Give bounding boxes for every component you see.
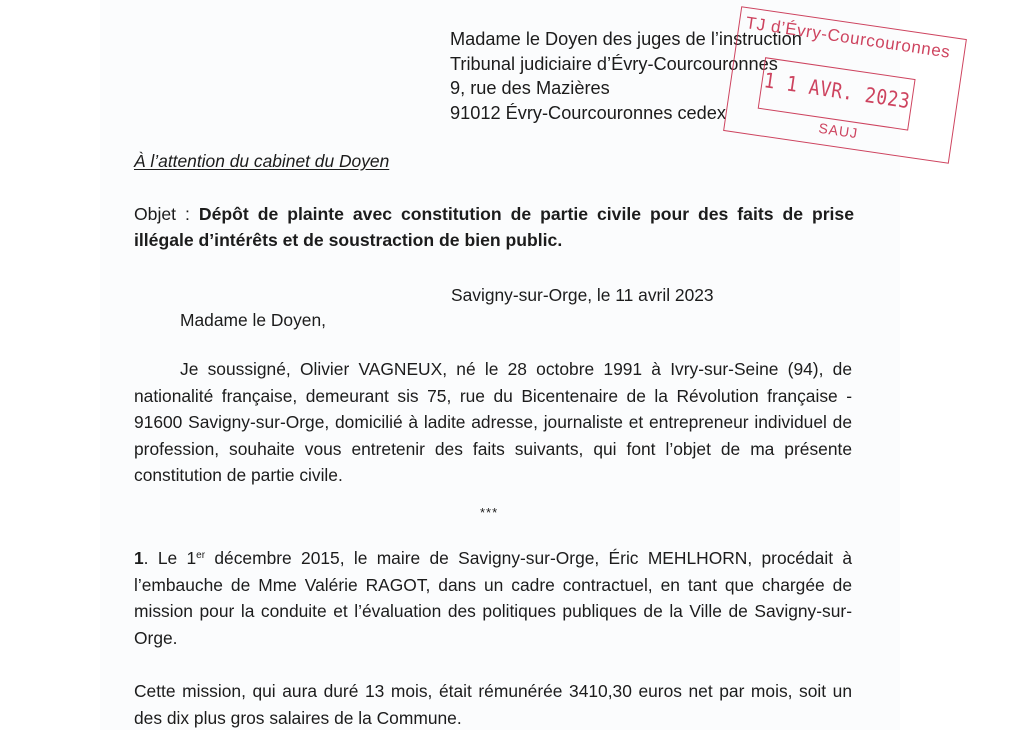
subject-line (134, 201, 854, 253)
point-number: 1 (134, 548, 144, 568)
point-1-paragraph (134, 545, 852, 651)
point-1-prefix: . Le 1 (143, 548, 197, 568)
recipient-city: 91012 Évry-Courcouronnes cedex (450, 102, 727, 123)
salutation: Madame le Doyen, (180, 310, 326, 330)
ordinal-superscript: er (196, 550, 206, 561)
place-and-date: Savigny-sur-Orge, le 11 avril 2023 (451, 285, 714, 305)
recipient-court: Tribunal judiciaire d’Évry-Courcouronnes (450, 53, 778, 74)
attention-line: À l’attention du cabinet du Doyen (134, 151, 390, 171)
recipient-title: Madame le Doyen des juges de l’instruction (450, 29, 802, 49)
salary-paragraph: Cette mission, qui aura duré 13 mois, était rémunérée 3410,30 euros net par mois, soit un des dix plus gros salaires de la Commune. (134, 681, 852, 728)
subject-label: Objet : (134, 204, 199, 224)
subject-text: Dépôt de plainte avec constitution de partie civile pour des faits de prise illégale d’intérêts et de soustraction de bien public. (134, 204, 855, 250)
point-1-text: décembre 2015, le maire de Savigny-sur-Orge, Éric MEHLHORN, procédait à l’embauche de Mme Valérie RAGOT, dans un cadre contractuel, en tant que chargée de mission pour la conduite et l’évaluation des politiques publiques de la Ville de Savigny-sur-Orge. (134, 548, 853, 648)
intro-paragraph: Je soussigné, Olivier VAGNEUX, né le 28 octobre 1991 à Ivry-sur-Seine (94), de nationalité française, demeurant sis 75, rue du Bicentenaire de la Révolution française - 91600 Savigny-sur-Orge, domicilié à ladite adresse, journaliste et entrepreneur individuel de profession, souhaite vous entretenir des faits suivants, qui font l’objet de ma présente constitution de partie civile. (134, 359, 852, 486)
stamp-service: SAUJ (817, 119, 860, 142)
recipient-street: 9, rue des Mazières (450, 78, 610, 98)
stamp-court-name: TJ d’Évry-Courcouronnes (744, 13, 952, 62)
stamp-date: 1 1 AVR. 2023 (762, 68, 912, 114)
section-separator: *** (480, 505, 499, 520)
